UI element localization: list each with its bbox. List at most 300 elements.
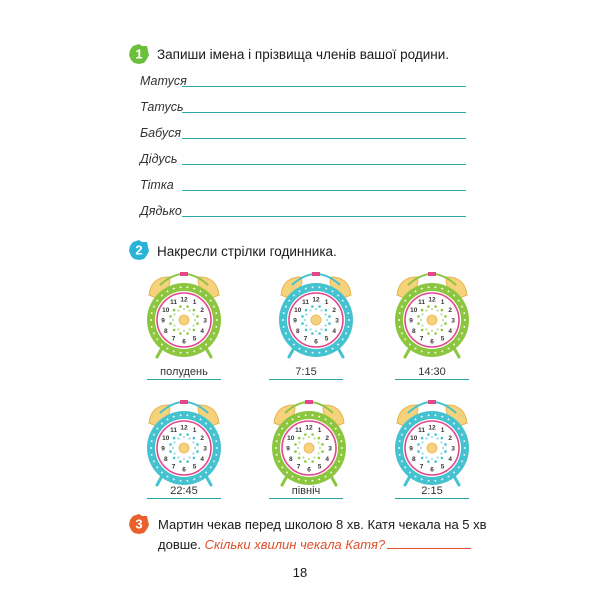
- body-dot: [278, 434, 280, 436]
- clock-number: 11: [302, 299, 309, 307]
- face-dot: [434, 460, 437, 463]
- body-dot: [345, 332, 347, 334]
- clock-number: 7: [419, 335, 424, 343]
- face-dot: [169, 450, 172, 453]
- clock-top-knob: [428, 400, 436, 404]
- clock-number: 11: [170, 427, 177, 435]
- body-dot: [461, 460, 463, 462]
- body-dot: [332, 290, 334, 292]
- face-dot: [294, 450, 297, 453]
- body-dot: [276, 454, 278, 456]
- body-dot: [428, 286, 430, 288]
- face-dot: [174, 325, 176, 327]
- body-dot: [161, 423, 163, 425]
- face-dot: [318, 332, 321, 335]
- body-dot: [167, 418, 169, 420]
- body-dot: [156, 338, 158, 340]
- body-dot: [216, 447, 218, 449]
- body-dot: [281, 466, 283, 468]
- body-dot: [215, 454, 217, 456]
- face-dot: [299, 453, 301, 455]
- face-dot: [321, 310, 323, 312]
- face-dot: [328, 322, 331, 325]
- body-dot: [461, 306, 463, 308]
- face-dot: [173, 309, 176, 312]
- body-dot: [340, 440, 342, 442]
- body-dot: [312, 352, 314, 354]
- body-dot: [342, 300, 344, 302]
- task-title: Запиши імена і прізвища членів вашої родини.: [157, 47, 450, 62]
- face-dot: [422, 442, 424, 444]
- answer-line[interactable]: [387, 538, 471, 549]
- face-dot: [193, 309, 196, 312]
- body-dot: [153, 434, 155, 436]
- clock-top-knob: [305, 400, 313, 404]
- body-dot: [441, 478, 443, 480]
- body-dot: [293, 295, 295, 297]
- clock-drawing: [377, 393, 487, 493]
- family-row-label: Тітка: [140, 178, 174, 192]
- clock-top-knob: [180, 272, 188, 276]
- face-dot: [311, 460, 314, 463]
- clock-number: 7: [419, 463, 424, 471]
- body-dot: [213, 460, 215, 462]
- face-dot: [196, 443, 199, 446]
- clock-leg: [289, 348, 294, 357]
- clock-number: 3: [451, 317, 455, 325]
- clock-number: 10: [410, 434, 418, 442]
- body-dot: [342, 338, 344, 340]
- body-dot: [173, 350, 175, 352]
- body-dot: [275, 447, 277, 449]
- family-row: [140, 174, 466, 194]
- face-dot: [183, 458, 185, 460]
- face-dot: [193, 453, 195, 455]
- clock-number: 11: [170, 299, 177, 307]
- face-dot: [426, 438, 428, 440]
- caption-underline: [269, 498, 343, 499]
- body-dot: [161, 472, 163, 474]
- face-dot: [183, 308, 185, 310]
- body-dot: [305, 480, 307, 482]
- clock-leg: [157, 476, 162, 485]
- body-dot: [458, 428, 460, 430]
- face-dot: [427, 433, 430, 436]
- body-dot: [153, 332, 155, 334]
- face-dot: [441, 437, 444, 440]
- body-dot: [173, 478, 175, 480]
- face-dot: [318, 453, 320, 455]
- face-dot: [174, 453, 176, 455]
- body-dot: [193, 350, 195, 352]
- body-dot: [399, 326, 401, 328]
- task-number-badge: [128, 513, 150, 535]
- body-dot: [461, 332, 463, 334]
- body-dot: [156, 428, 158, 430]
- clock-leg: [206, 476, 211, 485]
- face-dot: [174, 442, 176, 444]
- body-dot: [464, 319, 466, 321]
- body-dot: [278, 460, 280, 462]
- face-dot: [319, 447, 321, 449]
- body-dot: [434, 480, 436, 482]
- answer-line[interactable]: [182, 164, 466, 165]
- face-dot: [437, 457, 439, 459]
- body-dot: [200, 476, 202, 478]
- family-row: [140, 96, 466, 116]
- face-dot: [417, 450, 420, 453]
- body-dot: [215, 312, 217, 314]
- clock-center: [179, 315, 189, 325]
- body-dot: [292, 418, 294, 420]
- body-dot: [216, 319, 218, 321]
- clock-center: [179, 443, 189, 453]
- clock-number: 12: [428, 424, 436, 432]
- clock-center: [304, 443, 314, 453]
- face-dot: [294, 443, 297, 446]
- clock-caption: 14:30: [418, 366, 446, 378]
- face-dot: [178, 310, 180, 312]
- clock-number: 4: [200, 455, 205, 463]
- face-dot: [318, 457, 321, 460]
- body-dot: [210, 338, 212, 340]
- face-dot: [431, 436, 433, 438]
- clock-drawing: [261, 265, 371, 365]
- clock-number: 1: [192, 427, 197, 435]
- face-dot: [194, 447, 196, 449]
- body-dot: [463, 454, 465, 456]
- body-dot: [150, 319, 152, 321]
- alarm-clock[interactable]: [377, 393, 487, 493]
- task-title: Накресли стрілки годинника.: [157, 244, 337, 259]
- face-dot: [310, 329, 312, 331]
- body-dot: [210, 466, 212, 468]
- face-dot: [306, 325, 308, 327]
- face-dot: [417, 315, 420, 318]
- clock-leg: [405, 348, 410, 357]
- caption-underline: [147, 498, 221, 499]
- face-dot: [325, 309, 328, 312]
- caption-underline: [269, 379, 343, 380]
- body-dot: [448, 418, 450, 420]
- clock-center: [427, 443, 437, 453]
- clock-number: 11: [418, 427, 425, 435]
- face-dot: [314, 457, 316, 459]
- face-dot: [434, 332, 437, 335]
- alarm-clock[interactable]: [377, 265, 487, 365]
- face-dot: [420, 319, 422, 321]
- face-dot: [298, 437, 301, 440]
- body-dot: [210, 300, 212, 302]
- clock-number: 3: [203, 317, 207, 325]
- clock-number: 1: [440, 299, 445, 307]
- clock-number: 12: [428, 296, 436, 304]
- clock-number: 8: [163, 327, 168, 335]
- face-dot: [178, 438, 180, 440]
- alarm-clock[interactable]: [129, 265, 239, 365]
- clock-number: 4: [200, 327, 205, 335]
- body-dot: [311, 414, 313, 416]
- body-dot: [404, 338, 406, 340]
- body-dot: [299, 348, 301, 350]
- face-dot: [321, 329, 323, 331]
- face-dot: [434, 433, 437, 436]
- clock-top-knob: [312, 272, 320, 276]
- body-dot: [305, 288, 307, 290]
- body-dot: [151, 454, 153, 456]
- face-dot: [297, 447, 299, 449]
- body-dot: [167, 290, 169, 292]
- face-dot: [304, 460, 307, 463]
- clock-number: 9: [293, 317, 297, 325]
- body-dot: [167, 476, 169, 478]
- body-dot: [276, 440, 278, 442]
- body-dot: [283, 326, 285, 328]
- face-dot: [417, 322, 420, 325]
- clock-number: 2: [200, 306, 205, 314]
- face-dot: [444, 322, 447, 325]
- face-dot: [441, 453, 443, 455]
- body-dot: [448, 290, 450, 292]
- face-dot: [426, 457, 428, 459]
- face-dot: [186, 433, 189, 436]
- body-dot: [205, 472, 207, 474]
- body-dot: [318, 352, 320, 354]
- answer-line[interactable]: [182, 112, 466, 113]
- face-dot: [173, 437, 176, 440]
- face-dot: [189, 310, 191, 312]
- body-dot: [151, 326, 153, 328]
- face-dot: [421, 457, 424, 460]
- clock-number: 7: [171, 463, 176, 471]
- clock-leg: [454, 348, 459, 357]
- face-dot: [196, 322, 199, 325]
- body-dot: [337, 344, 339, 346]
- body-dot: [399, 440, 401, 442]
- face-dot: [442, 319, 444, 321]
- face-dot: [328, 315, 331, 318]
- body-dot: [186, 286, 188, 288]
- body-dot: [347, 326, 349, 328]
- body-dot: [463, 326, 465, 328]
- body-dot: [428, 480, 430, 482]
- body-dot: [180, 414, 182, 416]
- face-dot: [172, 447, 174, 449]
- body-dot: [398, 447, 400, 449]
- face-dot: [193, 457, 196, 460]
- clock-number: 2: [448, 306, 453, 314]
- body-dot: [330, 472, 332, 474]
- body-dot: [186, 480, 188, 482]
- clock-number: 6: [182, 338, 186, 346]
- body-dot: [398, 319, 400, 321]
- clock-number: 8: [163, 455, 168, 463]
- face-dot: [434, 305, 437, 308]
- clock-center: [311, 315, 321, 325]
- body-dot: [404, 466, 406, 468]
- face-dot: [422, 453, 424, 455]
- clock-number: 6: [314, 338, 318, 346]
- clock-number: 11: [295, 427, 302, 435]
- body-dot: [401, 306, 403, 308]
- clock-number: 5: [192, 463, 197, 471]
- face-dot: [193, 442, 195, 444]
- face-dot: [304, 319, 306, 321]
- body-dot: [285, 306, 287, 308]
- body-dot: [421, 478, 423, 480]
- body-dot: [345, 306, 347, 308]
- clock-number: 9: [409, 317, 413, 325]
- face-dot: [325, 314, 327, 316]
- caption-underline: [395, 379, 469, 380]
- clock-leg: [405, 476, 410, 485]
- family-row: [140, 200, 466, 220]
- body-dot: [213, 332, 215, 334]
- face-dot: [189, 457, 191, 459]
- clock-number: 3: [203, 445, 207, 453]
- body-dot: [180, 286, 182, 288]
- face-dot: [301, 315, 304, 318]
- face-dot: [315, 308, 317, 310]
- clock-number: 5: [324, 335, 329, 343]
- body-dot: [434, 286, 436, 288]
- clock-number: 4: [325, 455, 330, 463]
- body-dot: [167, 348, 169, 350]
- clock-number: 2: [200, 434, 205, 442]
- clock-number: 3: [328, 445, 332, 453]
- alarm-clock[interactable]: [261, 265, 371, 365]
- body-dot: [292, 476, 294, 478]
- face-dot: [437, 310, 439, 312]
- clock-number: 6: [182, 466, 186, 474]
- face-dot: [318, 442, 320, 444]
- face-dot: [301, 322, 304, 325]
- face-dot: [311, 433, 314, 436]
- body-dot: [421, 288, 423, 290]
- body-dot: [282, 319, 284, 321]
- face-dot: [308, 436, 310, 438]
- face-dot: [196, 450, 199, 453]
- face-dot: [444, 443, 447, 446]
- face-dot: [169, 315, 172, 318]
- body-dot: [453, 295, 455, 297]
- body-dot: [293, 344, 295, 346]
- answer-line[interactable]: [182, 138, 466, 139]
- clock-leg: [454, 476, 459, 485]
- answer-line[interactable]: [182, 86, 466, 87]
- clock-number: 4: [448, 455, 453, 463]
- family-row-label: Дядько: [140, 204, 182, 218]
- body-dot: [200, 348, 202, 350]
- clock-number: 7: [171, 335, 176, 343]
- face-dot: [193, 437, 196, 440]
- family-row: [140, 70, 466, 90]
- face-dot: [441, 325, 443, 327]
- face-dot: [427, 460, 430, 463]
- clock-leg: [331, 476, 336, 485]
- task-number-badge: [128, 43, 150, 65]
- face-dot: [193, 329, 196, 332]
- body-dot: [401, 332, 403, 334]
- face-dot: [186, 460, 189, 463]
- face-dot: [178, 329, 180, 331]
- clock-number: 10: [410, 306, 418, 314]
- face-dot: [321, 450, 324, 453]
- face-dot: [444, 315, 447, 318]
- alarm-clock[interactable]: [129, 393, 239, 493]
- body-dot: [200, 290, 202, 292]
- face-dot: [304, 433, 307, 436]
- face-dot: [169, 322, 172, 325]
- clock-center: [427, 315, 437, 325]
- body-dot: [151, 312, 153, 314]
- clock-number: 2: [332, 306, 337, 314]
- face-dot: [441, 442, 443, 444]
- face-dot: [311, 332, 314, 335]
- body-dot: [150, 447, 152, 449]
- answer-line[interactable]: [182, 190, 466, 191]
- clock-number: 10: [294, 306, 302, 314]
- clock-number: 8: [411, 455, 416, 463]
- clock-number: 5: [440, 463, 445, 471]
- body-dot: [463, 440, 465, 442]
- face-dot: [426, 329, 428, 331]
- face-dot: [306, 314, 308, 316]
- clock-caption: 2:15: [421, 485, 443, 497]
- face-dot: [321, 443, 324, 446]
- body-dot: [210, 428, 212, 430]
- body-dot: [461, 434, 463, 436]
- clock-number: 12: [180, 296, 188, 304]
- caption-underline: [147, 379, 221, 380]
- body-dot: [409, 344, 411, 346]
- clock-drawing: [254, 393, 364, 493]
- clock-leg: [338, 348, 343, 357]
- clock-number: 1: [324, 299, 329, 307]
- body-dot: [298, 478, 300, 480]
- body-dot: [415, 348, 417, 350]
- face-dot: [303, 438, 305, 440]
- face-dot: [442, 447, 444, 449]
- clock-number: 9: [409, 445, 413, 453]
- body-dot: [434, 414, 436, 416]
- body-dot: [401, 434, 403, 436]
- alarm-clock[interactable]: [254, 393, 364, 493]
- body-dot: [193, 288, 195, 290]
- body-dot: [458, 338, 460, 340]
- answer-line[interactable]: [182, 216, 466, 217]
- clock-number: 9: [161, 317, 165, 325]
- clock-number: 6: [307, 466, 311, 474]
- body-dot: [463, 312, 465, 314]
- body-dot: [404, 428, 406, 430]
- face-dot: [308, 458, 310, 460]
- face-dot: [437, 329, 439, 331]
- body-dot: [453, 344, 455, 346]
- face-dot: [431, 458, 433, 460]
- body-dot: [325, 350, 327, 352]
- body-dot: [156, 466, 158, 468]
- body-dot: [180, 352, 182, 354]
- clock-leg: [206, 348, 211, 357]
- body-dot: [409, 295, 411, 297]
- body-dot: [161, 295, 163, 297]
- clock-number: 2: [325, 434, 330, 442]
- body-dot: [305, 414, 307, 416]
- body-dot: [173, 416, 175, 418]
- body-dot: [421, 416, 423, 418]
- clock-number: 8: [288, 455, 293, 463]
